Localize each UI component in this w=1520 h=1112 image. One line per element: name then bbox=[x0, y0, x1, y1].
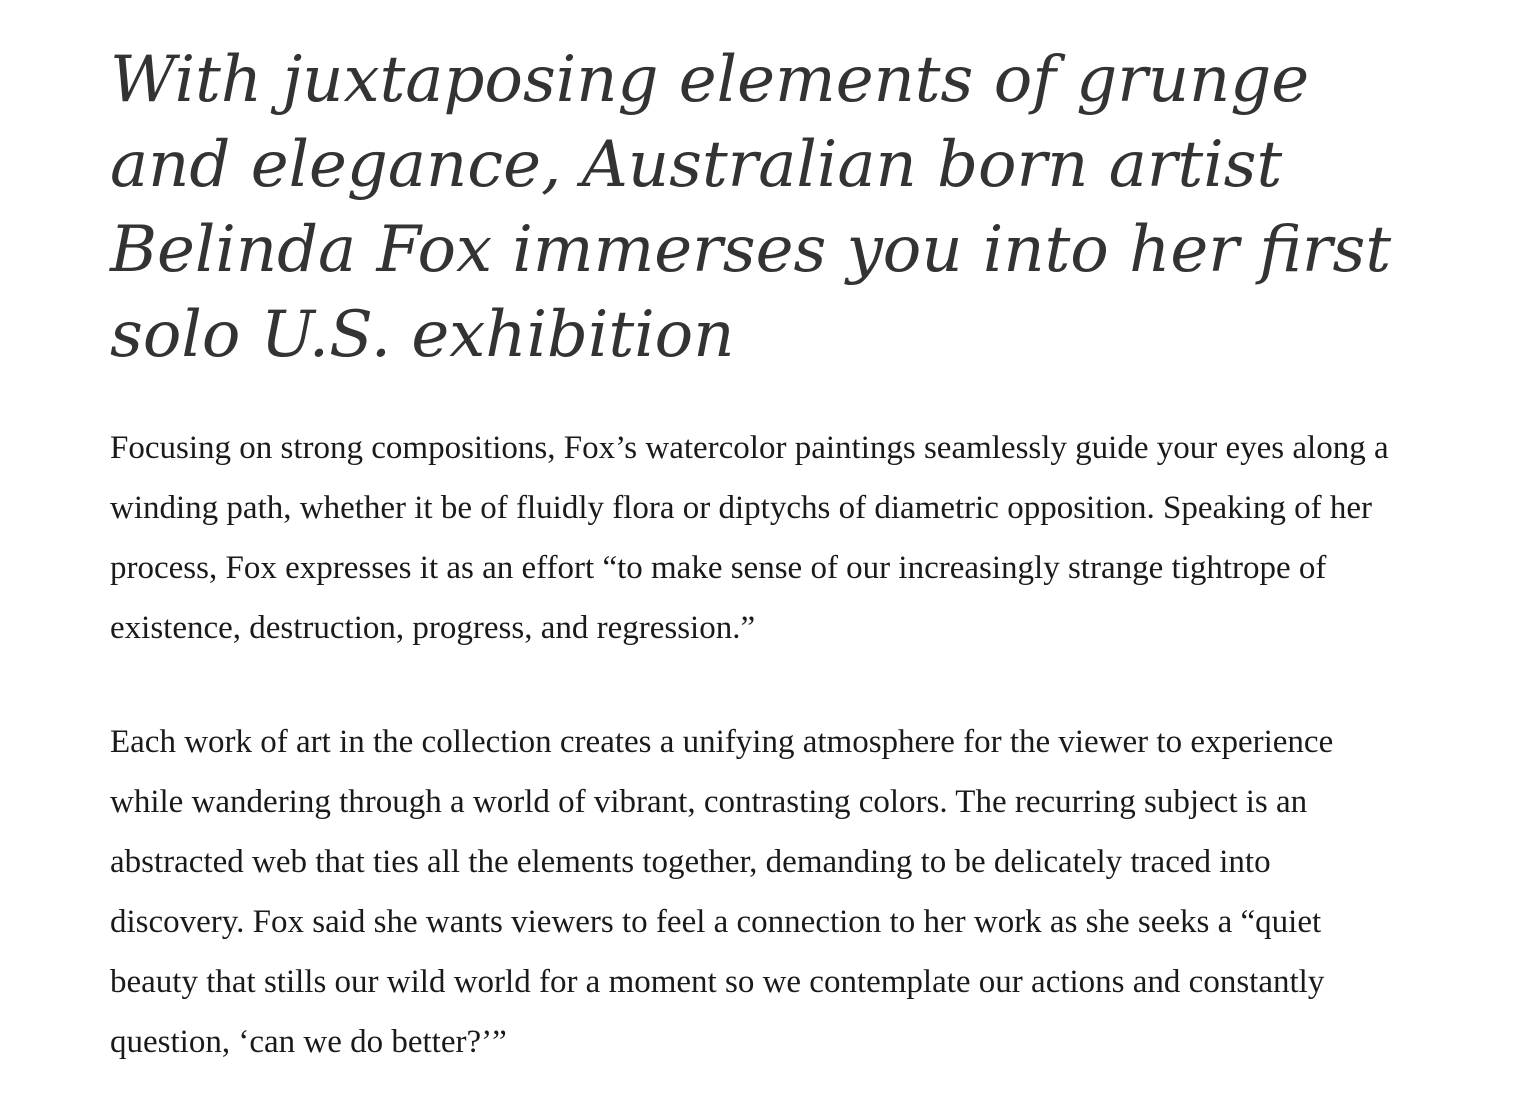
article-headline: With juxtaposing elements of grunge and elegance, Australian born artist Belinda Fox immerses you into her first solo U.S. exhibition bbox=[110, 43, 1392, 372]
article-body bbox=[110, 418, 1400, 1072]
article-paragraph-1: Focusing on strong compositions, Fox’s watercolor paintings seamlessly guide your eyes along a winding path, whether it be of fluidly flora or diptychs of diametric opposition. Speaking of her process, Fox expresses it as an effort “to make sense of our increasingly strange tightrope of existence, destruction, progress, and regression.” bbox=[110, 430, 1389, 646]
article bbox=[110, 38, 1410, 1072]
article-paragraph-2: Each work of art in the collection creates a unifying atmosphere for the viewer to experience while wandering through a world of vibrant, contrasting colors. The recurring subject is an abstracted web that ties all the elements together, demanding to be delicately traced into discovery. Fox said she wants viewers to feel a connection to her work as she seeks a “quiet beauty that stills our wild world for a moment so we contemplate our actions and constantly question, ‘can we do better?’” bbox=[110, 724, 1334, 1060]
